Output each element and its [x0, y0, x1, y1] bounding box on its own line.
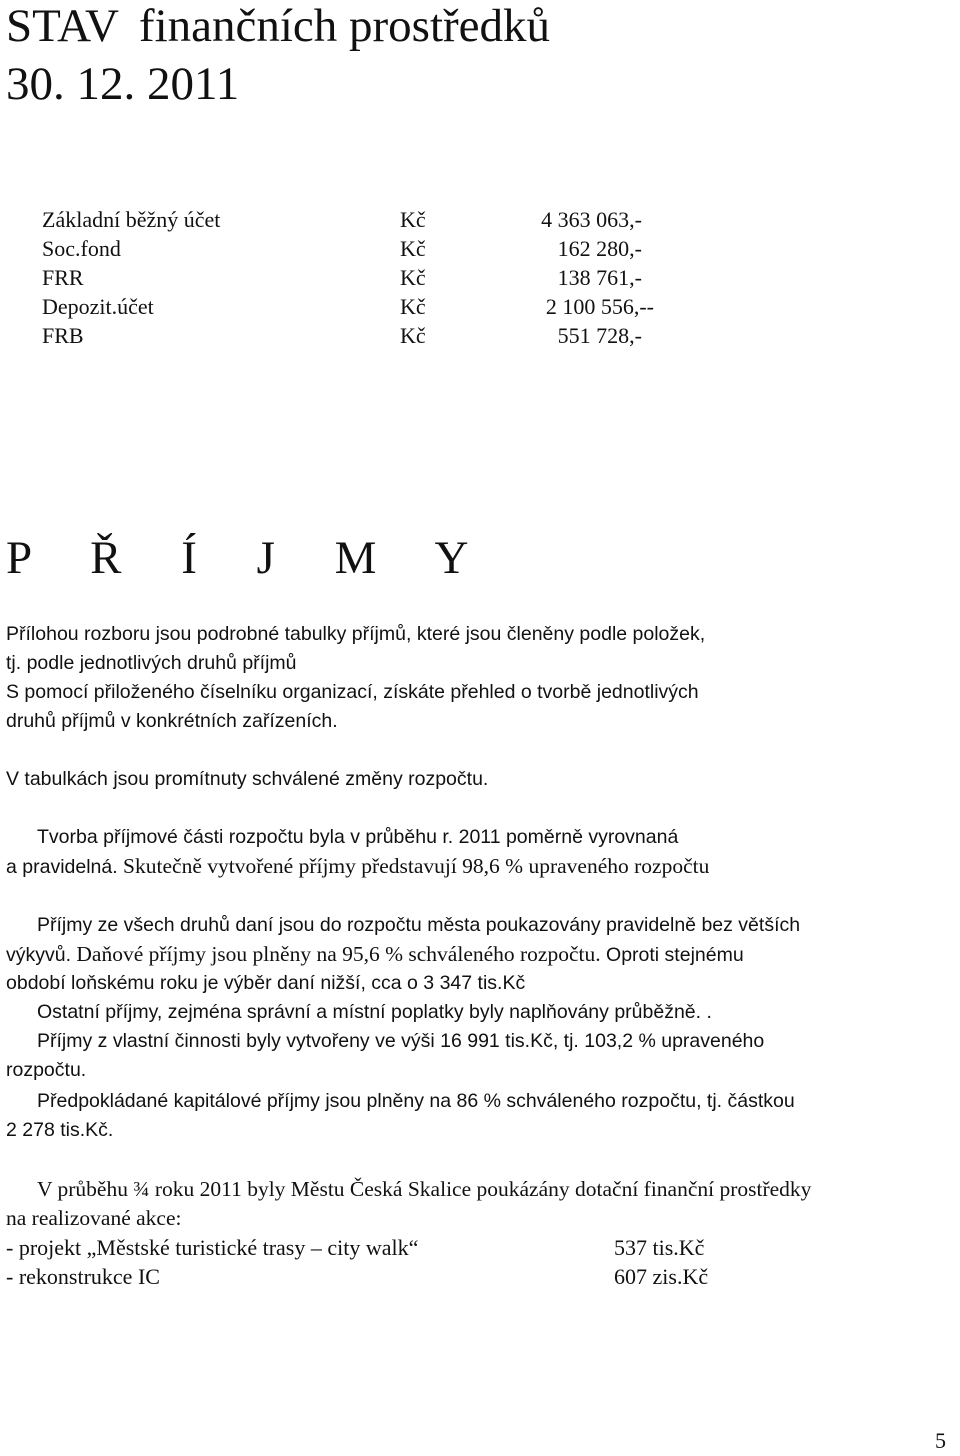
paragraph-intro-line4: druhů příjmů v konkrétních zařízeních.	[6, 710, 338, 732]
paragraph-intro-line3: S pomocí přiloženého číselníku organizací, získáte přehled o tvorbě jednotlivých	[6, 681, 699, 703]
account-currency: Kč	[400, 265, 426, 290]
paragraph-changes: V tabulkách jsou promítnuty schválené změny rozpočtu.	[6, 768, 489, 790]
paragraph-tvorba-line1	[6, 823, 956, 852]
grant-name: - projekt „Městské turistické trasy – city walk“	[6, 1235, 419, 1260]
paragraph-ostatni-text: Ostatní příjmy, zejména správní a místní poplatky byly naplňovány průběžně. .	[37, 1001, 712, 1023]
account-name: Základní běžný účet	[42, 207, 221, 232]
account-name: FRB	[42, 323, 84, 348]
title-word-stav: STAV	[6, 0, 119, 52]
paragraph-kapital-text: Předpokládané kapitálové příjmy jsou plněny na 86 % schváleného rozpočtu, tj. částkou	[37, 1090, 795, 1112]
paragraph-tvorba-text-sans: a pravidelná.	[6, 856, 118, 878]
account-name: Soc.fond	[42, 236, 121, 261]
paragraph-kapital-line2: 2 278 tis.Kč.	[6, 1119, 114, 1141]
account-row	[42, 263, 642, 293]
paragraph-tvorba-text-serif: Skutečně vytvořené příjmy představují 98,6 % upraveného rozpočtu	[117, 854, 710, 878]
account-amount: 4 363 063,-	[541, 207, 642, 232]
paragraph-intro-line1: Přílohou rozboru jsou podrobné tabulky příjmů, které jsou členěny podle položek,	[6, 623, 706, 645]
page-number: 5	[935, 1428, 946, 1453]
grant-amount: 607 zis.Kč	[614, 1264, 709, 1289]
paragraph-dane-line1	[6, 911, 956, 940]
title-date: 30. 12. 2011	[6, 58, 240, 110]
paragraph-dotace-text: V průběhu ¾ roku 2011 byly Městu Česká Skalice poukázány dotační finanční prostředky	[37, 1177, 812, 1201]
page-title	[6, 0, 550, 52]
paragraph-dane-text-b: Daňové příjmy jsou plněny na 95,6 % schváleného rozpočtu.	[71, 942, 601, 966]
account-amount: 162 280,-	[557, 236, 642, 261]
account-amount: 551 728,-	[557, 323, 642, 348]
account-currency: Kč	[400, 236, 426, 261]
paragraph-intro-line2: tj. podle jednotlivých druhů příjmů	[6, 652, 297, 674]
section-heading-prijmy: P Ř Í J M Y	[6, 532, 493, 584]
account-name: Depozit.účet	[42, 294, 154, 319]
account-amount: 2 100 556,--	[545, 294, 654, 319]
paragraph-dane-text-a: výkyvů.	[6, 944, 72, 966]
paragraph-cinnost-line2: rozpočtu.	[6, 1059, 87, 1081]
paragraph-tvorba-line2	[6, 852, 956, 882]
account-name: FRR	[42, 265, 84, 290]
paragraph-dane-text: Příjmy ze všech druhů daní jsou do rozpočtu města poukazovány pravidelně bez větších	[37, 914, 801, 936]
grant-row	[6, 1233, 766, 1263]
grant-row	[6, 1262, 766, 1292]
account-amount: 138 761,-	[557, 265, 642, 290]
account-row	[42, 321, 642, 351]
account-row	[42, 292, 654, 322]
title-rest: finančních prostředků	[138, 0, 551, 52]
grant-name: - rekonstrukce IC	[6, 1264, 160, 1289]
account-currency: Kč	[400, 294, 426, 319]
paragraph-cinnost-text: Příjmy z vlastní činnosti byly vytvořeny ve výši 16 991 tis.Kč, tj. 103,2 % upraveného	[37, 1030, 765, 1052]
paragraph-cinnost-line1	[6, 1027, 956, 1056]
account-currency: Kč	[400, 207, 426, 232]
paragraph-dane-text-c: Oproti stejnému	[600, 944, 744, 966]
paragraph-dane-line2	[6, 940, 956, 970]
paragraph-tvorba-text: Tvorba příjmové části rozpočtu byla v průběhu r. 2011 poměrně vyrovnaná	[37, 826, 679, 848]
paragraph-ostatni	[6, 998, 956, 1027]
paragraph-dotace-line1	[6, 1175, 956, 1204]
grant-amount: 537 tis.Kč	[614, 1235, 705, 1260]
paragraph-dane-line3: období loňskému roku je výběr daní nižší, cca o 3 347 tis.Kč	[6, 972, 526, 994]
paragraph-kapital-line1	[6, 1087, 956, 1116]
paragraph-dotace-line2: na realizované akce:	[6, 1206, 182, 1230]
account-row	[42, 205, 642, 235]
account-row	[42, 234, 642, 264]
account-currency: Kč	[400, 323, 426, 348]
